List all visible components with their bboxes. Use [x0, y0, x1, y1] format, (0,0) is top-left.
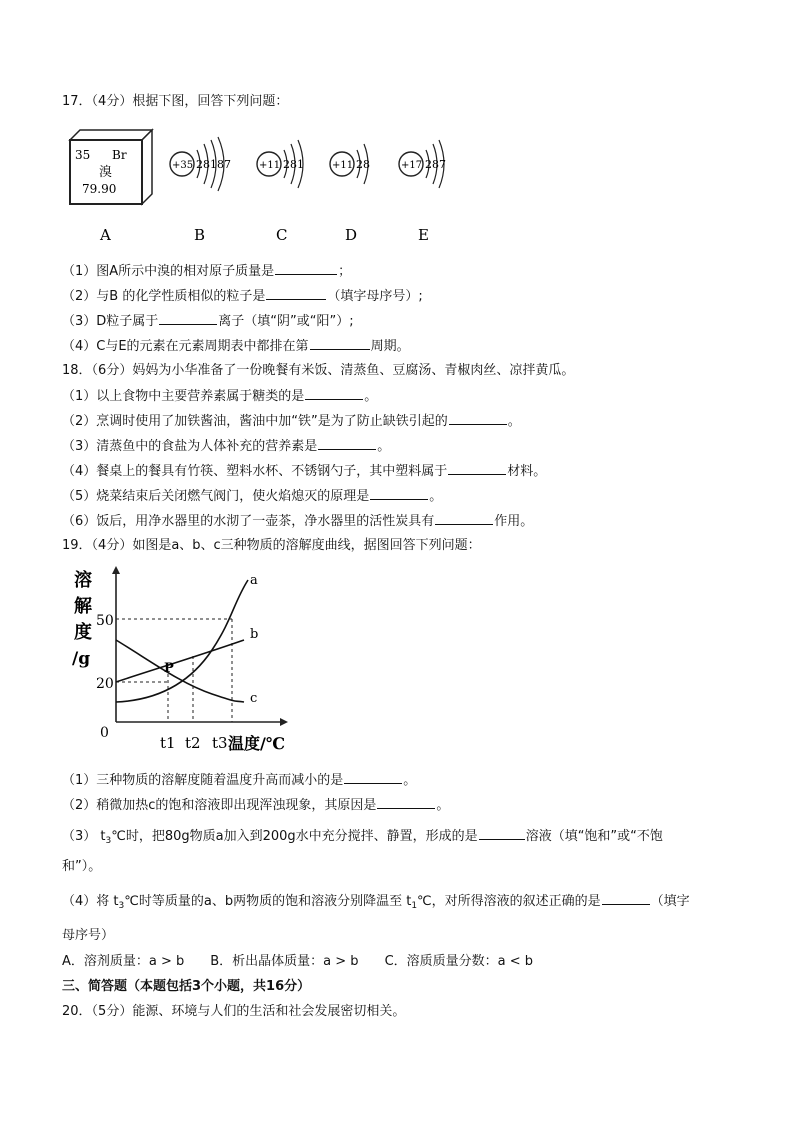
- y-label-4: /g: [72, 649, 91, 669]
- answer-blank: [435, 512, 493, 525]
- q18-part4: （4）餐桌上的餐具有竹筷、塑料水杯、不锈钢勺子，其中塑料属于 材料。: [62, 464, 547, 479]
- y-tick-0: 0: [100, 725, 109, 741]
- answer-blank: [448, 462, 506, 475]
- atom-b-shells: 28187: [196, 158, 231, 171]
- y-label-2: 解: [74, 596, 92, 617]
- curve-c: [116, 640, 244, 702]
- answer-blank: [602, 892, 650, 905]
- element-symbol: Br: [112, 148, 127, 162]
- q19-part3-cont: 和”）。: [62, 859, 102, 874]
- answer-blank: [305, 387, 363, 400]
- x-axis-label: 温度/℃: [228, 734, 286, 753]
- answer-blank: [266, 287, 326, 300]
- element-card: [70, 130, 152, 204]
- element-name: 溴: [99, 165, 113, 180]
- q19-part1: （1）三种物质的溶解度随着温度升高而减小的是 。: [62, 773, 417, 788]
- q19-title: 19．（4分）如图是a、b、c三种物质的溶解度曲线，据图回答下列问题：: [62, 538, 481, 553]
- q18-part1: （1）以上食物中主要营养素属于糖类的是 。: [62, 389, 378, 404]
- q17-part3: （3）D粒子属于 离子（填“阴”或“阳”）;: [62, 314, 354, 329]
- q19-options: A．溶剂质量：a > b B．析出晶体质量：a > b C．溶质质量分数：a < b: [62, 954, 534, 969]
- x-tick-t1: t1: [160, 734, 176, 752]
- q19-part4: （4）将 $t_3℃$时等质量的a、b两物质的饱和溶液分别降温至 $t_1℃$，对所得溶液的叙述正确的是 （填字: [62, 894, 690, 911]
- y-tick-20: 20: [96, 676, 114, 692]
- label-a: A: [100, 226, 111, 244]
- answer-blank: [275, 262, 337, 275]
- x-tick-t3: t3: [212, 734, 228, 752]
- answer-blank: [310, 337, 370, 350]
- atom-c: [257, 140, 304, 188]
- curve-b: [116, 640, 244, 682]
- curve-label-b: b: [250, 627, 259, 642]
- atom-c-shells: 281: [283, 158, 304, 171]
- label-c: C: [276, 226, 288, 244]
- atom-figure: [62, 122, 446, 246]
- curve-label-a: a: [250, 573, 258, 588]
- curve-label-c: c: [250, 691, 258, 706]
- y-tick-50: 50: [96, 613, 114, 629]
- y-label-3: 度: [74, 622, 92, 643]
- atom-d: [330, 144, 370, 184]
- atom-e: [399, 140, 446, 188]
- q19-part4-cont: 母序号）: [62, 928, 115, 943]
- q17-part2: （2）与B 的化学性质相似的粒子是 （填字母序号）;: [62, 289, 423, 304]
- q18-part5: （5）烧菜结束后关闭燃气阀门，使火焰熄灭的原理是 。: [62, 489, 443, 504]
- solubility-curve-svg: [62, 562, 312, 760]
- atom-b: [170, 137, 231, 191]
- answer-blank: [370, 487, 428, 500]
- solubility-graph: [62, 562, 312, 760]
- q18-title: 18．（6分）妈妈为小华准备了一份晚餐有米饭、清蒸鱼、豆腐汤、青椒肉丝、凉拌黄瓜。: [62, 363, 575, 378]
- answer-blank: [318, 437, 376, 450]
- q20-title: 20．（5分）能源、环境与人们的生活和社会发展密切相关。: [62, 1004, 406, 1019]
- q19-part2: （2）稍微加热c的饱和溶液即出现浑浊现象，其原因是 。: [62, 798, 450, 813]
- atom-diagram: [62, 122, 446, 246]
- label-e: E: [418, 226, 429, 244]
- label-b: B: [194, 226, 206, 244]
- atom-e-nucleus: +17: [401, 160, 423, 171]
- q19-part3: （3） $t_3℃$时，把80g物质a加入到200g水中充分搅拌、静置，形成的是 溶液（填“饱和”或“不饱: [62, 829, 663, 846]
- atom-d-shells: 28: [356, 158, 370, 171]
- atom-c-nucleus: +11: [259, 160, 281, 171]
- q17-title: 17．（4分）根据下图，回答下列问题：: [62, 94, 289, 109]
- q17-part1: （1）图A所示中溴的相对原子质量是 ；: [62, 264, 352, 279]
- label-d: D: [345, 226, 358, 244]
- atomic-mass: 79.90: [82, 182, 117, 196]
- atomic-number: 35: [75, 148, 91, 162]
- curve-a: [116, 580, 248, 702]
- q18-part6: （6）饭后，用净水器里的水沏了一壶茶，净水器里的活性炭具有 作用。: [62, 514, 534, 529]
- atom-b-nucleus: +35: [172, 160, 194, 171]
- point-p: P: [164, 661, 174, 676]
- q17-part4: （4）C与E的元素在元素周期表中都排在第 周期。: [62, 339, 410, 354]
- q18-part2: （2）烹调时使用了加铁酱油，酱油中加“铁”是为了防止缺铁引起的 。: [62, 414, 521, 429]
- answer-blank: [344, 771, 402, 784]
- answer-blank: [159, 312, 217, 325]
- answer-blank: [479, 827, 525, 840]
- atom-e-shells: 287: [425, 158, 446, 171]
- answer-blank: [449, 412, 507, 425]
- x-tick-t2: t2: [185, 734, 201, 752]
- atom-d-nucleus: +11: [332, 160, 354, 171]
- q18-part3: （3）清蒸鱼中的食盐为人体补充的营养素是 。: [62, 439, 391, 454]
- answer-blank: [377, 796, 435, 809]
- section-heading: 三、简答题（本题包括3个小题，共16分）: [62, 979, 311, 994]
- y-label-1: 溶: [74, 570, 92, 591]
